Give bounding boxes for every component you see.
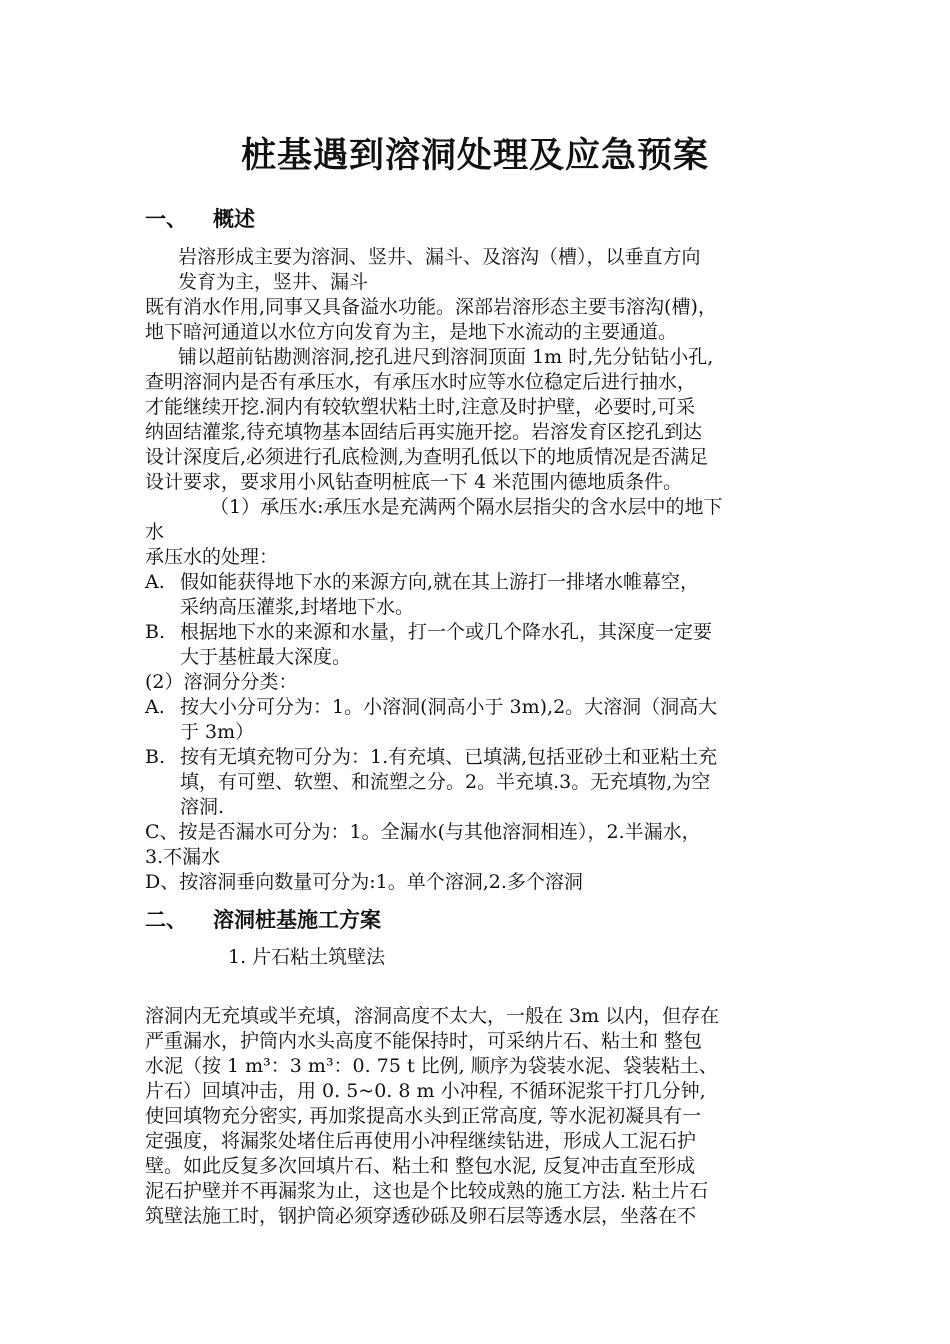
paragraph-line: 定强度，将漏浆处堵住后再使用小冲程继续钻进，形成人工泥石护 [145, 1130, 697, 1152]
section-number: 一、 [145, 206, 187, 231]
paragraph-line: 泥石护壁并不再漏浆为止，这也是个比较成熟的施工方法. 粘土片石 [145, 1180, 709, 1202]
section-title: 溶洞桩基施工方案 [213, 907, 381, 932]
list-marker: B. [145, 621, 166, 643]
paragraph-line: 发育为主，竖井、漏斗 [178, 271, 369, 293]
document-title: 桩基遇到溶洞处理及应急预案 [240, 135, 709, 176]
section-title: 概述 [213, 206, 255, 231]
list-marker: A. [145, 571, 165, 593]
list-text: 大于基桩最大深度。 [180, 646, 352, 668]
paragraph-line: 严重漏水，护筒内水头高度不能保持时，可采纳片石、粘土和 整包 [145, 1030, 703, 1052]
paragraph-line: 才能继续开挖.洞内有较软塑状粘土时,注意及时护壁，必要时,可采 [145, 396, 696, 418]
paragraph-line: C、按是否漏水可分为：1。全漏水(与其他溶洞相连），2.半漏水， [145, 821, 701, 843]
list-text: 按有无填充物可分为：1.有充填、已填满,包括亚砂土和亚粘土充 [180, 746, 718, 768]
list-text: 假如能获得地下水的来源方向,就在其上游打一排堵水帷幕空， [180, 571, 700, 593]
list-text: 填，有可塑、软塑、和流塑之分。2。半充填.3。无充填物,为空 [180, 771, 711, 793]
paragraph-line: 片石）回填冲击，用 0. 5~0. 8 m 小冲程, 不循环泥浆干打几分钟, [145, 1080, 706, 1102]
paragraph-line: 承压水的处理： [145, 546, 279, 568]
paragraph-line: 壁。如此反复多次回填片石、粘土和 整包水泥, 反复冲击直至形成 [145, 1155, 696, 1177]
paragraph-line: 筑壁法施工时，钢护筒必须穿透砂砾及卵石层等透水层，坐落在不 [145, 1205, 697, 1227]
paragraph-line: 铺以超前钻勘测溶洞,挖孔进尺到溶洞顶面 1m 时,先分钻钻小孔, [178, 346, 714, 368]
list-text: 按大小分可分为：1。小溶洞(洞高小于 3m),2。大溶洞（洞高大 [180, 696, 718, 718]
paragraph-line: (2）溶洞分分类： [145, 671, 298, 693]
paragraph-line: 溶洞内无充填或半充填，溶洞高度不太大，一般在 3m 以内，但存在 [145, 1005, 720, 1027]
list-text: 于 3m） [180, 721, 255, 743]
paragraph-line: 使回填物充分密实, 再加浆提高水头到正常高度, 等水泥初凝具有一 [145, 1105, 702, 1127]
list-text: 采纳高压灌浆,封堵地下水。 [180, 596, 415, 618]
paragraph-line: 水泥（按 1 m³：3 m³：0. 75 t 比例, 顺序为袋装水泥、袋装粘土、 [145, 1055, 718, 1077]
paragraph-line: 查明溶洞内是否有承压水，有承压水时应等水位稳定后进行抽水， [145, 371, 697, 393]
paragraph-line: 设计要求，要求用小风钻查明桩底一下 4 米范围内德地质条件。 [145, 471, 683, 493]
paragraph-line: 地下暗河通道以水位方向发育为主，是地下水流动的主要通道。 [145, 321, 678, 343]
section-number: 二、 [145, 907, 187, 932]
list-marker: A. [145, 696, 165, 718]
paragraph-line: D、按溶洞垂向数量可分为:1。单个溶洞,2.多个溶洞 [145, 871, 583, 893]
paragraph-line: 3.不漏水 [145, 846, 221, 868]
paragraph-line: （1）承压水:承压水是充满两个隔水层指尖的含水层中的地下 [210, 496, 723, 518]
list-text: 根据地下水的来源和水量，打一个或几个降水孔，其深度一定要 [180, 621, 713, 643]
paragraph-line: 设计深度后,必须进行孔底检测,为查明孔低以下的地质情况是否满足 [145, 446, 709, 468]
paragraph-line: 岩溶形成主要为溶洞、竖井、漏斗、及溶沟（槽），以垂直方向 [178, 246, 701, 268]
list-text: 溶洞. [180, 796, 225, 818]
paragraph-line: 既有消水作用,同事又具备溢水功能。深部岩溶形态主要韦溶沟(槽)， [145, 296, 717, 318]
subsection-title: 1. 片石粘土筑壁法 [228, 946, 386, 968]
section-heading-plan [145, 904, 381, 934]
paragraph-line: 纳固结灌浆,待充填物基本固结后再实施开挖。岩溶发育区挖孔到达 [145, 421, 703, 443]
list-marker: B. [145, 746, 166, 768]
section-heading-overview [145, 203, 255, 233]
paragraph-line: 水 [145, 521, 165, 543]
